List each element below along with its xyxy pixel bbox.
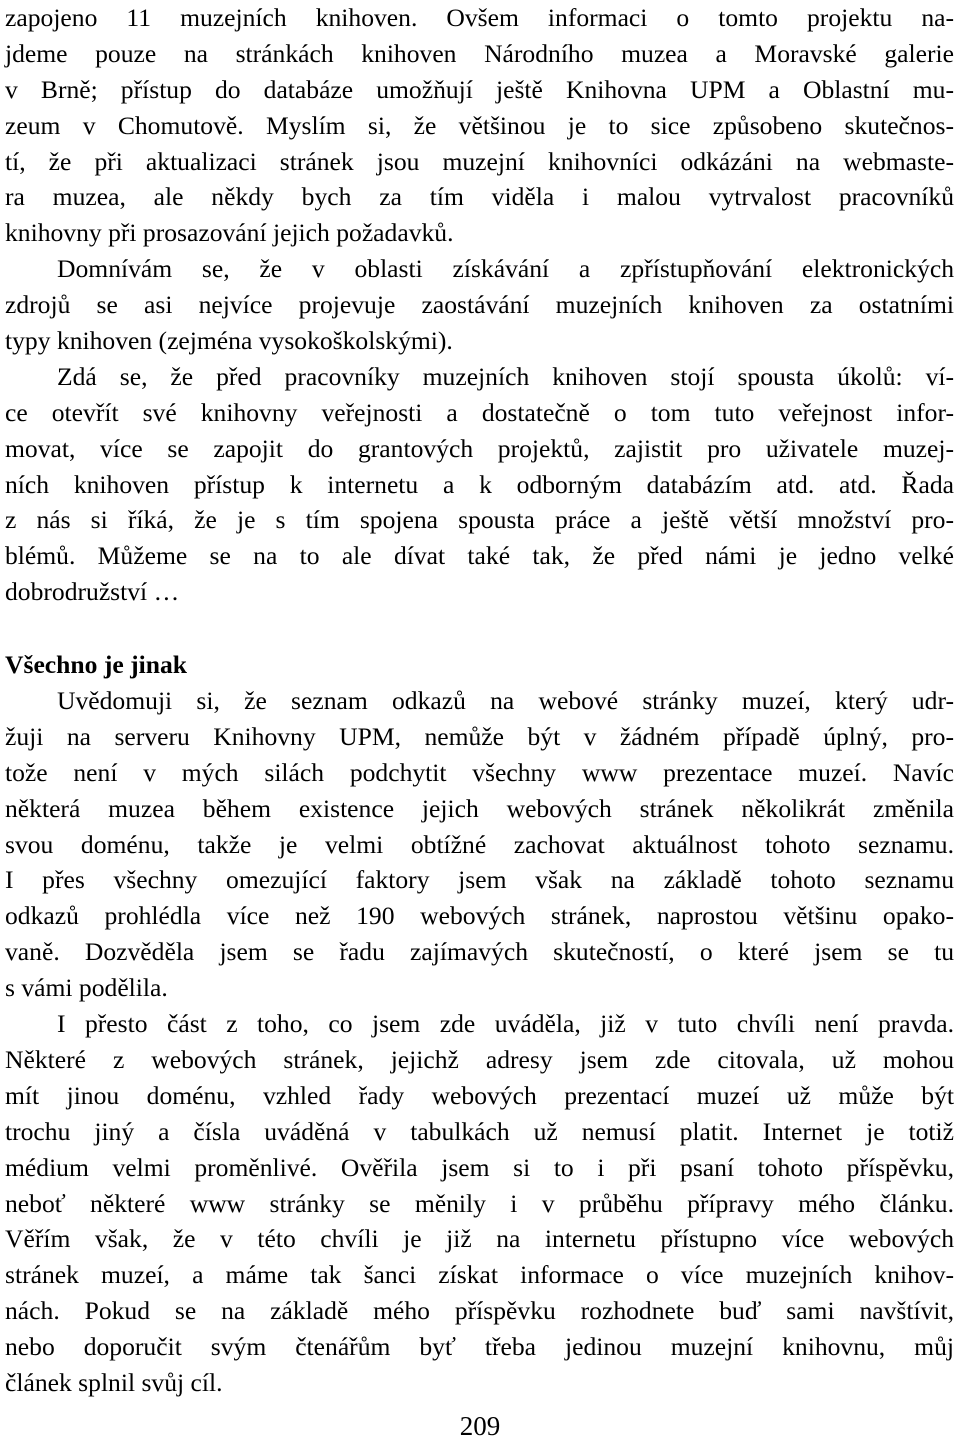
paragraph	[5, 251, 954, 359]
text-line: ra muzea, ale někdy bych za tím viděla i malou vytrvalost pracovníků	[5, 182, 954, 212]
text-line: zapojeno 11 muzejních knihoven. Ovšem informaci o tomto projektu na-	[5, 3, 954, 32]
text-line: mít jinou doménu, vzhled řady webových prezentací muzeí už může být	[5, 1080, 954, 1110]
text-line: odkazů prohlédla více než 190 webových stránek, naprostou většinu opako-	[5, 901, 954, 931]
text-line: médium velmi proměnlivé. Ověřila jsem si to i při psaní tohoto příspěvku,	[5, 1152, 954, 1182]
text-line: typy knihoven (zejména vysokoškolskými).	[5, 326, 453, 356]
paragraph	[5, 0, 954, 251]
text-line: zeum v Chomutově. Myslím si, že většinou je to sice způsobeno skutečnos-	[5, 110, 954, 140]
text-line: neboť některé www stránky se měnily i v průběhu přípravy mého článku.	[5, 1188, 954, 1218]
text-line: trochu jiný a čísla uváděná v tabulkách už nemusí platit. Internet je totiž	[5, 1116, 954, 1146]
text-line: s vámi podělila.	[5, 973, 168, 1003]
section-heading: Všechno je jinak	[5, 650, 188, 680]
text-line: Zdá se, že před pracovníky muzejních knihoven stojí spousta úkolů: ví-	[57, 361, 954, 391]
text-line: I přes všechny omezující faktory jsem však na základě tohoto seznamu	[5, 865, 954, 895]
text-line: vaně. Dozvěděla jsem se řadu zajímavých skutečností, o které jsem se tu	[5, 937, 954, 967]
paragraph	[5, 1006, 954, 1401]
text-line: nebo doporučit svým čtenářům byť třeba jedinou muzejní knihovnu, můj	[5, 1332, 954, 1362]
section-spacer	[5, 610, 954, 647]
text-line: nách. Pokud se na základě mého příspěvku rozhodnete buď sami navštívit,	[5, 1296, 954, 1326]
text-line: z nás si říká, že je s tím spojena spousta práce a ještě větší množství pro-	[5, 505, 954, 535]
text-line: dobrodružství …	[5, 577, 180, 607]
text-line: movat, více se zapojit do grantových projektů, zajistit pro uživatele muzej-	[5, 433, 954, 463]
text-line: některá muzea během existence jejich webových stránek několikrát změnila	[5, 793, 954, 823]
text-line: zdrojů se asi nejvíce projevuje zaostávání muzejních knihoven za ostatními	[5, 290, 954, 320]
text-line: blémů. Můžeme se na to ale dívat také tak, že před námi je jedno velké	[5, 541, 954, 571]
text-line: Některé z webových stránek, jejichž adresy jsem zde citovala, už mohou	[5, 1044, 954, 1074]
text-line: ních knihoven přístup k internetu a k odborným databázím atd. atd. Řada	[5, 469, 954, 499]
text-line: svou doménu, takže je velmi obtížné zachovat aktuálnost tohoto seznamu.	[5, 829, 954, 859]
text-line: jdeme pouze na stránkách knihoven Národního muzea a Moravské galerie	[5, 38, 954, 68]
text-line: článek splnil svůj cíl.	[5, 1367, 223, 1397]
paragraph	[5, 359, 954, 610]
text-line: stránek muzeí, a máme tak šanci získat informace o více muzejních knihov-	[5, 1260, 954, 1290]
text-line: knihovny při prosazování jejich požadavků.	[5, 218, 454, 248]
document-page	[5, 0, 954, 1401]
paragraph	[5, 683, 954, 1006]
text-line: žuji na serveru Knihovny UPM, nemůže být v žádném případě úplný, pro-	[5, 721, 954, 751]
text-line: I přesto část z toho, co jsem zde uváděla, již v tuto chvíli není pravda.	[57, 1009, 954, 1039]
text-line: Domnívám se, že v oblasti získávání a zpřístupňování elektronických	[57, 254, 954, 284]
text-line: Uvědomuji si, že seznam odkazů na webové stránky muzeí, který udr-	[57, 686, 954, 716]
text-line: tože není v mých silách podchytit všechny www prezentace muzeí. Navíc	[5, 757, 954, 787]
text-line: ce otevřít své knihovny veřejnosti a dostatečně o tom tuto veřejnost infor-	[5, 397, 954, 427]
text-line: tí, že při aktualizaci stránek jsou muzejní knihovníci odkázáni na webmaste-	[5, 146, 954, 176]
page-number: 209	[459, 1411, 501, 1441]
text-line: Věřím však, že v této chvíli je již na internetu přístupno více webových	[5, 1224, 954, 1254]
text-line: v Brně; přístup do databáze umožňují ještě Knihovna UPM a Oblastní mu-	[5, 74, 954, 104]
